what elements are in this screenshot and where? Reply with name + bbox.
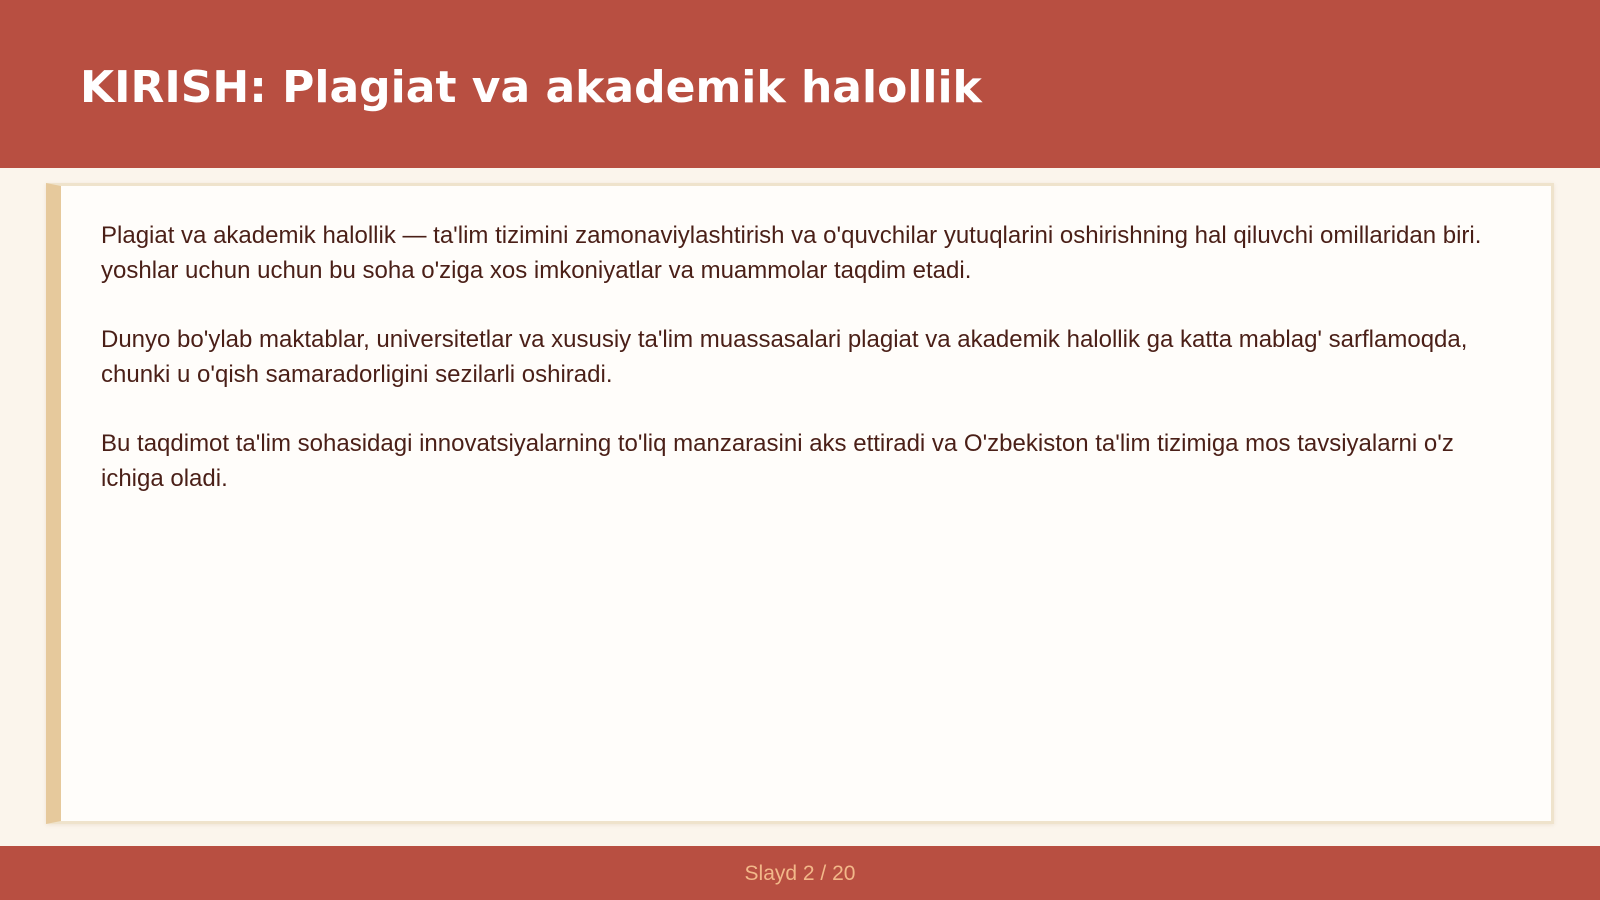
content-card bbox=[46, 183, 1554, 824]
slide-counter: Slayd 2 / 20 bbox=[744, 862, 856, 885]
slide-footer bbox=[0, 846, 1600, 900]
paragraph-introduction: Plagiat va akademik halollik — ta'lim tizimini zamonaviylashtirish va o'quvchilar yutuqlarini oshirishning hal qiluvchi omillaridan biri. yoshlar uchun uchun bu soha o'ziga xos imkoniyatlar va muammolar taqdim etadi. bbox=[101, 222, 1482, 284]
paragraph-global-investment: Dunyo bo'ylab maktablar, universitetlar va xususiy ta'lim muassasalari plagiat va akademik halollik ga katta mablag' sarflamoqda, chunki u o'qish samaradorligini sezilarli oshiradi. bbox=[101, 326, 1468, 388]
content-paragraphs bbox=[101, 218, 1501, 530]
slide-title: KIRISH: Plagiat va akademik halollik bbox=[80, 62, 982, 113]
paragraph-presentation-scope: Bu taqdimot ta'lim sohasidagi innovatsiyalarning to'liq manzarasini aks ettiradi va O'zbekiston ta'lim tizimiga mos tavsiyalarni o'z ichiga oladi. bbox=[101, 430, 1454, 492]
slide-header bbox=[0, 0, 1600, 168]
